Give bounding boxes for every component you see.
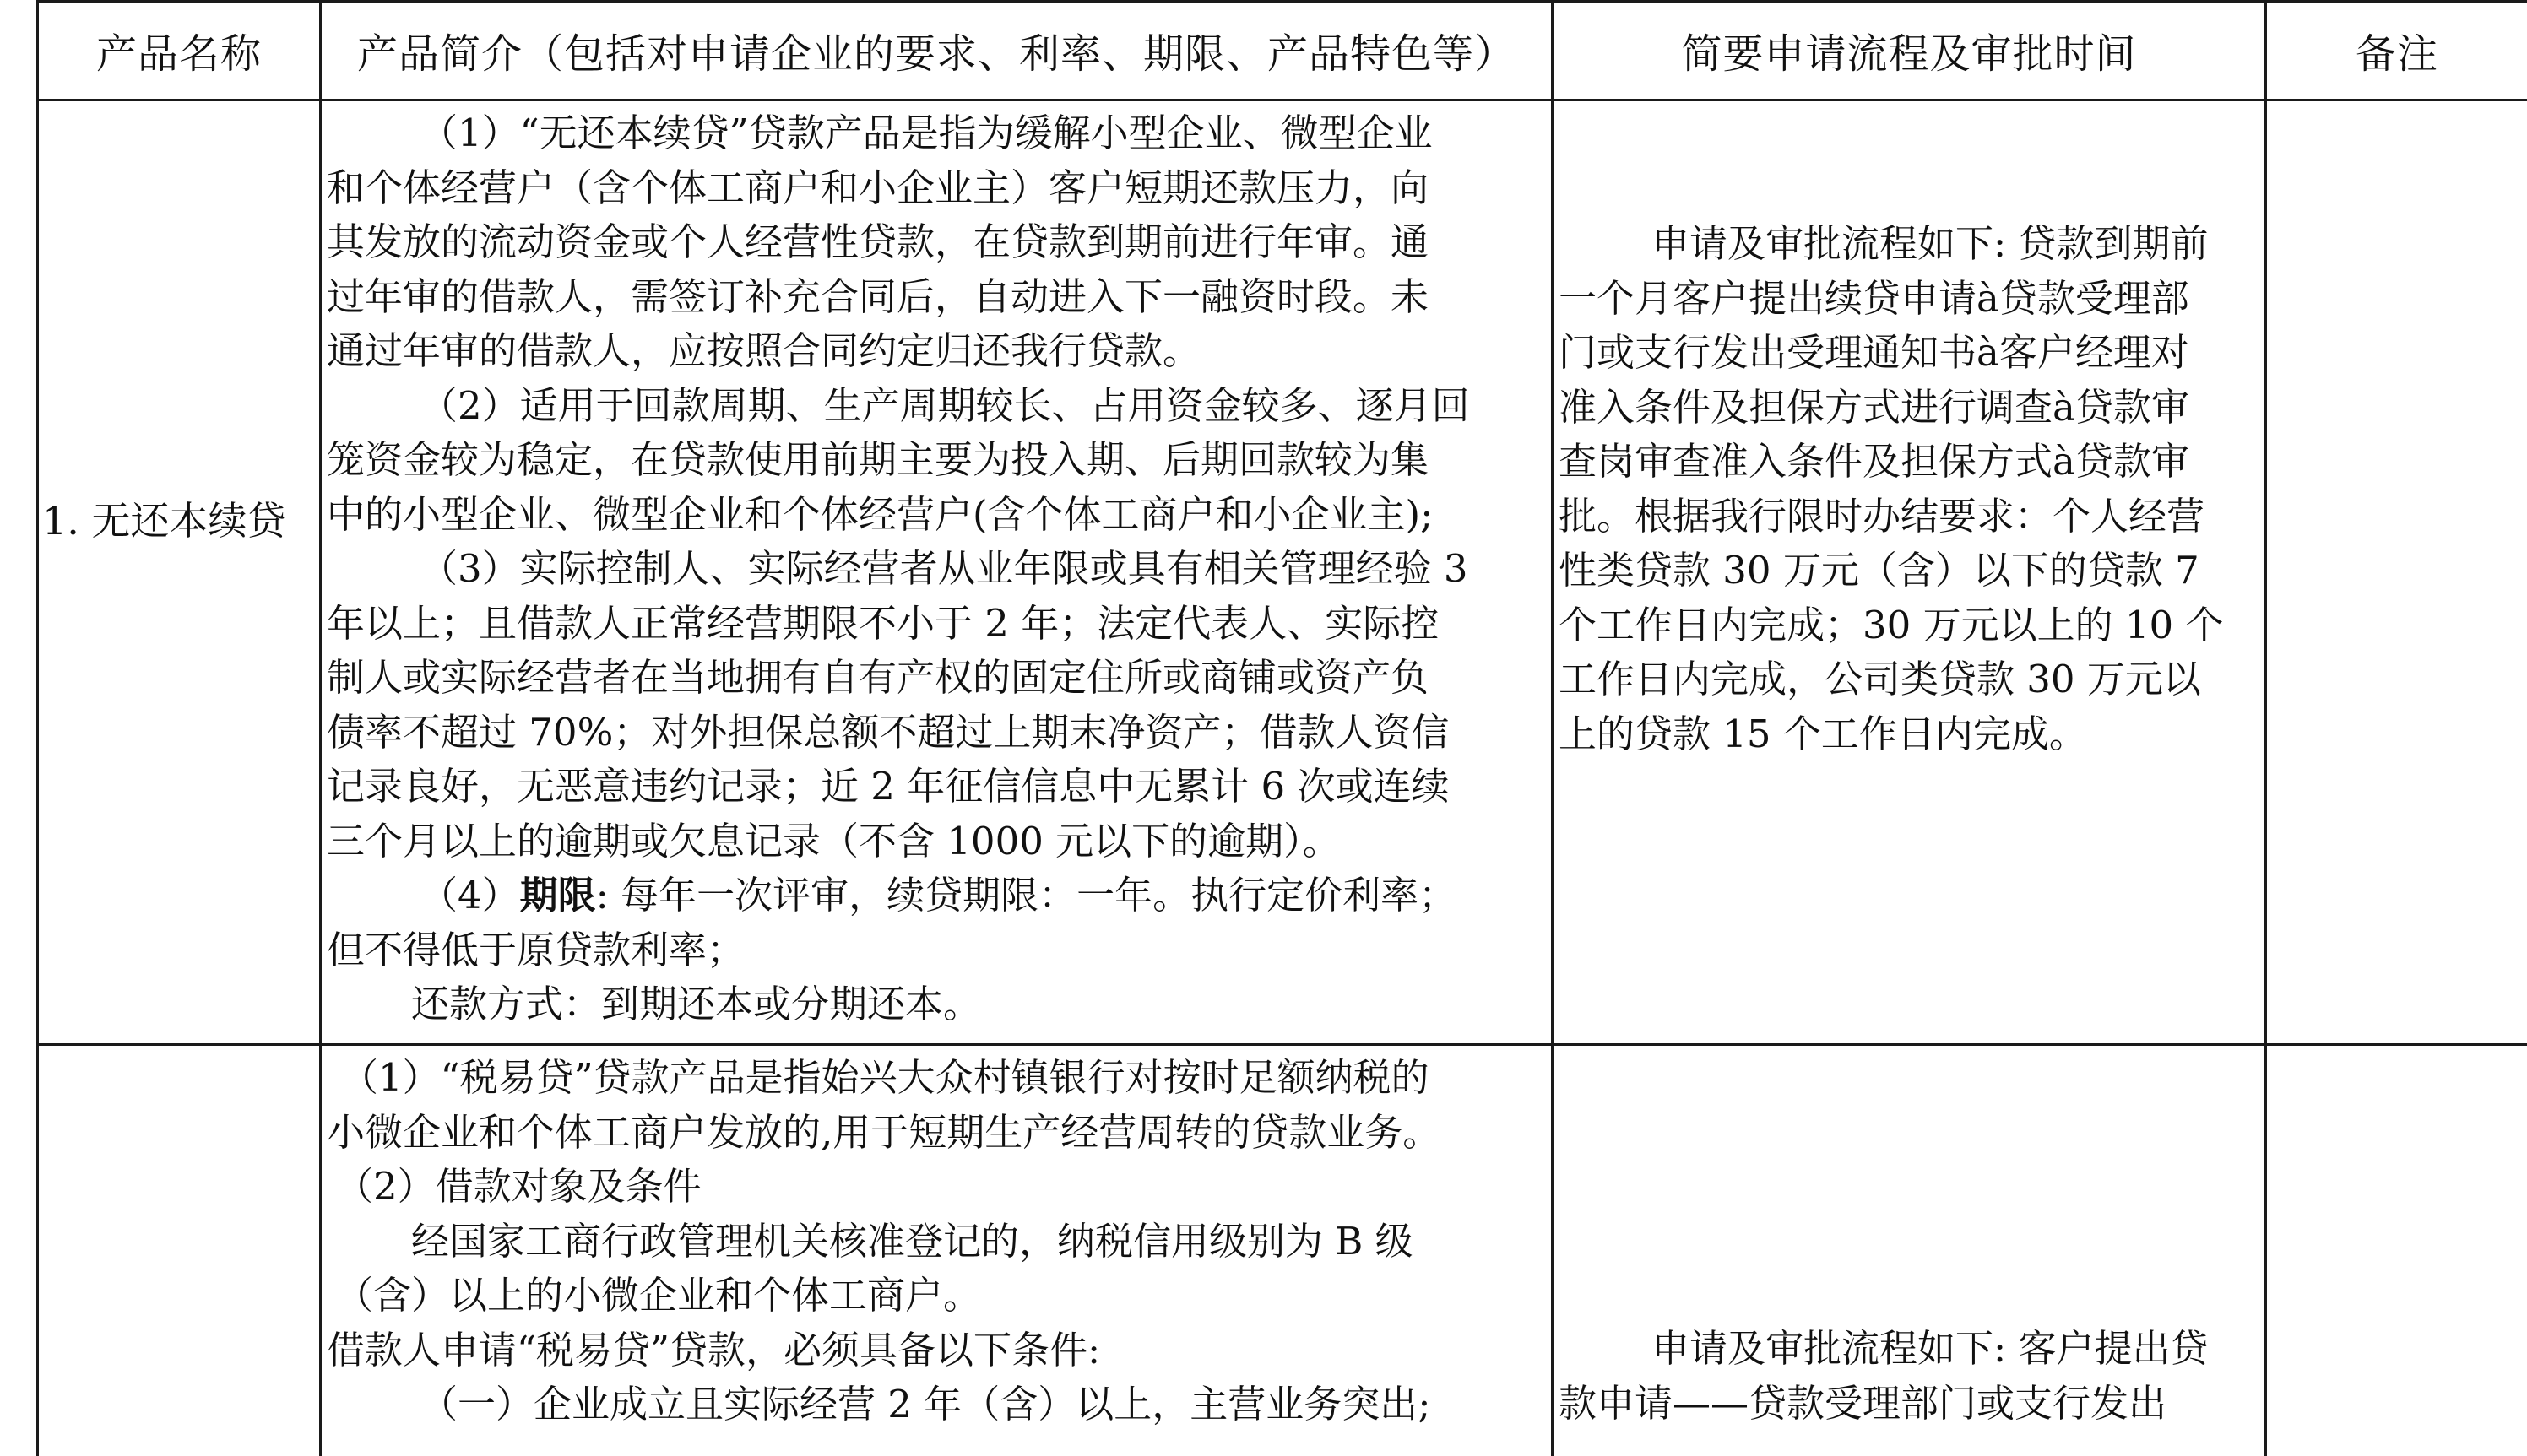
process-line: 个工作日内完成；30 万元以上的 10 个: [1559, 602, 2224, 647]
header-product-name: 产品名称: [95, 30, 262, 78]
col-border-left: [36, 0, 39, 1456]
intro-line: （2）适用于回款周期、生产周期较长、占用资金较多、逐月回: [420, 382, 1470, 428]
intro-line: 年以上；且借款人正常经营期限不小于 2 年；法定代表人、实际控: [327, 600, 1440, 646]
intro-line: 记录良好，无恶意违约记录；近 2 年征信信息中无累计 6 次或连续: [327, 764, 1450, 809]
process-line: 工作日内完成，公司类贷款 30 万元以: [1559, 657, 2201, 701]
process-line: 款申请——贷款受理部门或支行发出: [1559, 1380, 2167, 1426]
intro-term-line: [327, 869, 1470, 923]
col-border-3: [2264, 0, 2267, 1456]
intro-line: 笼资金较为稳定，在贷款使用前期主要为投入期、后期回款较为集: [327, 437, 1429, 482]
process-line: 一个月客户提出续贷申请à贷款受理部: [1559, 275, 2189, 321]
row2-application-process: [1559, 1322, 2208, 1431]
intro-line: （一）企业成立且实际经营 2 年（含）以上，主营业务突出;: [420, 1382, 1431, 1426]
col-border-2: [1551, 0, 1554, 1456]
process-line: 准入条件及担保方式进行调查à贷款审: [1559, 384, 2189, 430]
header-remarks: 备注: [2355, 30, 2438, 78]
intro-line: （1）“税易贷”贷款产品是指始兴大众村镇银行对按时足额纳税的: [340, 1055, 1429, 1100]
intro-line: 其发放的流动资金或个人经营性贷款，在贷款到期前进行年审。通: [327, 219, 1429, 264]
intro-line: 借款人申请“税易贷”贷款，必须具备以下条件:: [327, 1327, 1101, 1372]
term-rest: : 每年一次评审，续贷期限：一年。执行定价利率；: [595, 873, 1457, 917]
intro-line: 小微企业和个体工商户发放的,用于短期生产经营周转的贷款业务。: [327, 1109, 1441, 1155]
row1-product-name: 1. 无还本续贷: [42, 498, 286, 544]
intro-repay-line: 还款方式：到期还本或分期还本。: [411, 982, 982, 1026]
intro-line: 经国家工商行政管理机关核准登记的，纳税信用级别为 B 级: [411, 1218, 1413, 1264]
intro-line: （1）“无还本续贷”贷款产品是指为缓解小型企业、微型企业: [420, 111, 1433, 155]
col-border-1: [319, 0, 322, 1456]
process-line: 申请及审批流程如下: 贷款到期前: [1651, 221, 2209, 266]
header-product-intro: 产品简介（包括对申请企业的要求、利率、期限、产品特色等）: [356, 30, 1516, 78]
intro-line: （2）借款对象及条件: [335, 1164, 702, 1209]
intro-line: 但不得低于原贷款利率；: [327, 927, 746, 972]
intro-line: 债率不超过 70%；对外担保总额不超过上期末净资产；借款人资信: [327, 709, 1450, 755]
row1-application-process: [1559, 217, 2223, 761]
intro-line: 通过年审的借款人，应按照合同约定归还我行贷款。: [327, 328, 1201, 373]
header-application-process: 简要申请流程及审批时间: [1681, 30, 2137, 78]
process-line: 性类贷款 30 万元（含）以下的贷款 7: [1559, 548, 2199, 593]
intro-line: （含）以上的小微企业和个体工商户。: [335, 1273, 982, 1318]
process-line: 门或支行发出受理通知书à客户经理对: [1559, 330, 2189, 375]
process-line: 申请及审批流程如下: 客户提出贷: [1651, 1326, 2209, 1371]
intro-line: （3）实际控制人、实际经营者从业年限或具有相关管理经验 3: [420, 546, 1468, 591]
process-line: 查岗审查准入条件及担保方式à贷款审: [1559, 439, 2189, 484]
process-line: 上的贷款 15 个工作日内完成。: [1559, 711, 2087, 756]
intro-line: 和个体经营户（含个体工商户和小企业主）客户短期还款压力，向: [327, 165, 1429, 210]
process-line: 批。根据我行限时办结要求：个人经营: [1559, 493, 2205, 539]
row1-product-intro: [327, 106, 1470, 1032]
intro-line: 三个月以上的逾期或欠息记录（不含 1000 元以下的逾期）。: [327, 818, 1341, 863]
intro-line: 过年审的借款人，需签订补充合同后，自动进入下一融资时段。未: [327, 273, 1429, 319]
intro-line: 制人或实际经营者在当地拥有自有产权的固定住所或商铺或资产负: [327, 655, 1429, 700]
row2-product-intro: [327, 1051, 1440, 1432]
row1-bottom-border: [36, 1043, 2527, 1046]
term-prefix: （4）: [420, 873, 520, 917]
intro-line: 中的小型企业、微型企业和个体经营户(含个体工商户和小企业主);: [327, 491, 1434, 537]
term-label: 期限: [519, 873, 596, 917]
